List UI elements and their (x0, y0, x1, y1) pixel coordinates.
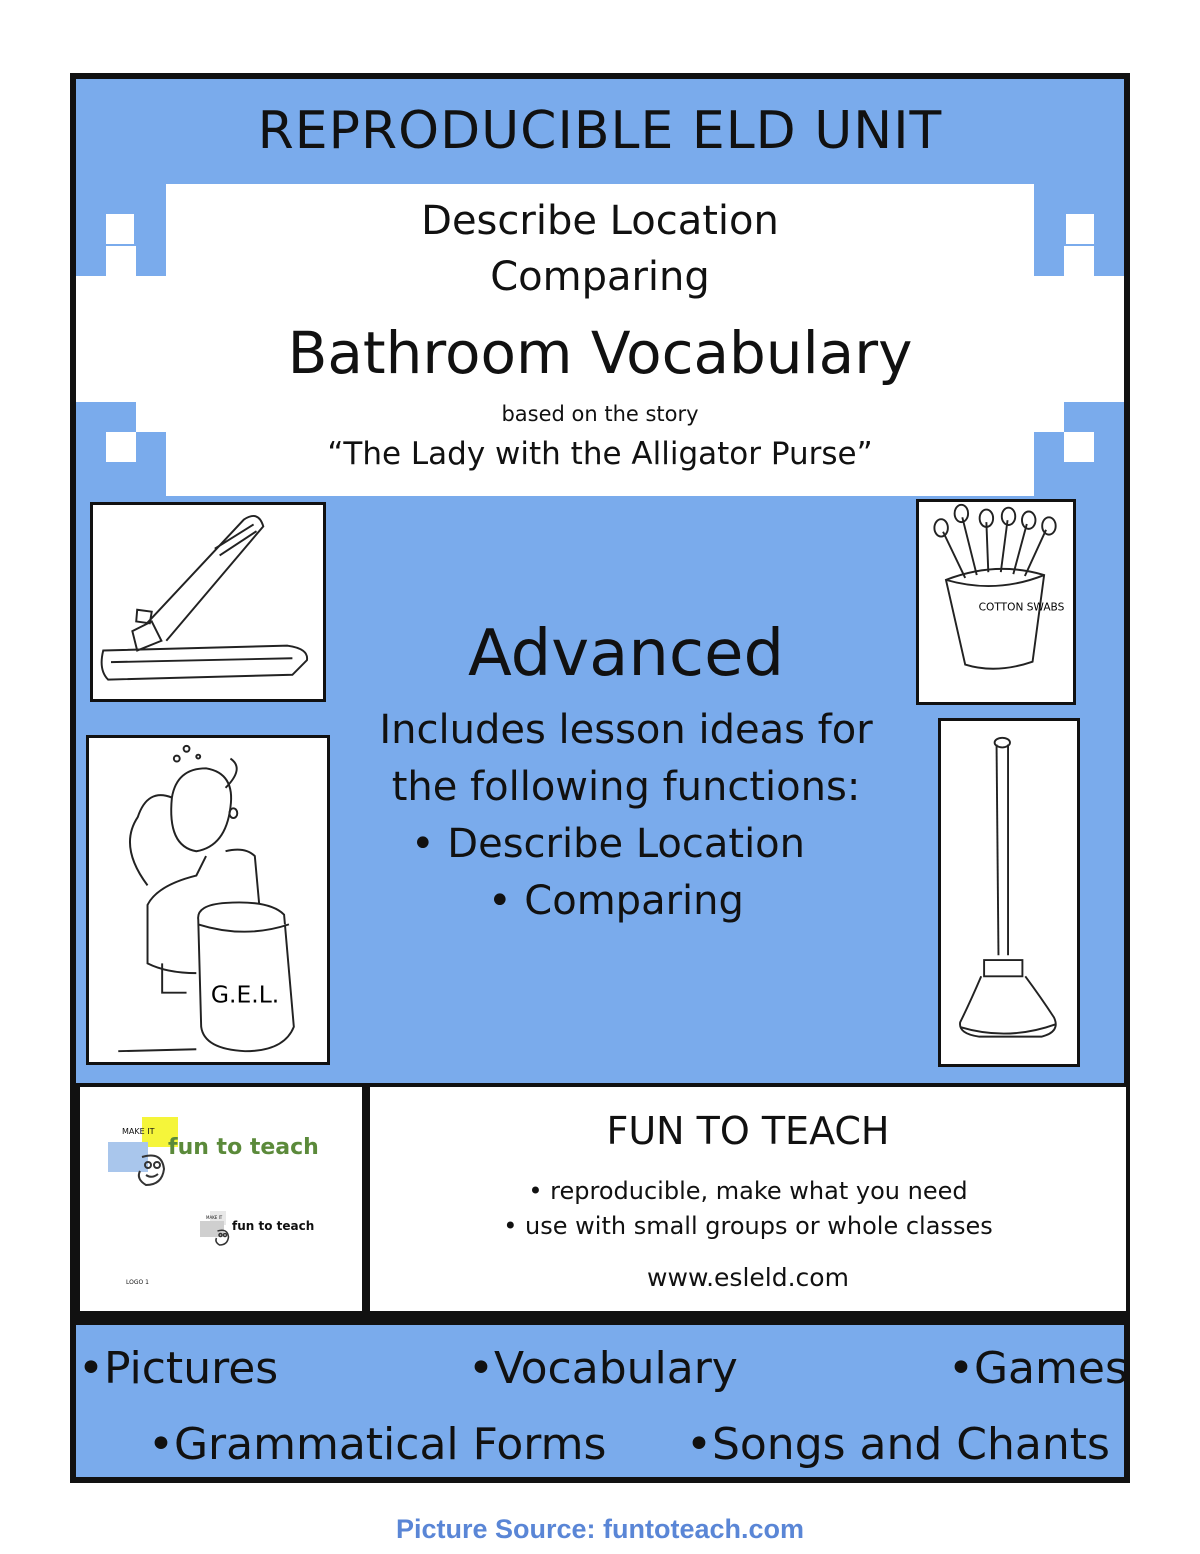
website-link[interactable]: www.esleld.com (647, 1263, 849, 1292)
cotton-swabs-label: COTTON SWABS (978, 601, 1065, 614)
function-comparing: • Comparing (488, 878, 744, 924)
info-box (366, 1083, 1130, 1315)
info-heading: FUN TO TEACH (606, 1109, 890, 1153)
cotton-swabs-picture (916, 499, 1076, 705)
nail-clipper-picture (90, 502, 326, 702)
worksheet-cover (70, 73, 1130, 1483)
feature-vocabulary: •Vocabulary (468, 1343, 738, 1394)
divider (76, 1315, 1124, 1325)
logo-box (76, 1083, 366, 1315)
includes-line-1: Includes lesson ideas for (379, 707, 873, 753)
title-box (76, 184, 1124, 496)
info-bullet-1: • reproducible, make what you need (528, 1177, 968, 1205)
includes-line-2: the following functions: (391, 764, 861, 810)
feature-songs-chants: •Songs and Chants (686, 1419, 1110, 1470)
feature-grammatical-forms: •Grammatical Forms (148, 1419, 607, 1470)
logo-make-it: MAKE IT (122, 1127, 155, 1136)
logo-caption: LOGO 1 (126, 1279, 149, 1286)
story-title: “The Lady with the Alligator Purse” (327, 436, 873, 472)
gel-jar-label: G.E.L. (210, 980, 280, 1009)
function-describe-location: • Describe Location (411, 821, 806, 867)
logo-brand: fun to teach (168, 1135, 319, 1160)
unit-title: REPRODUCIBLE ELD UNIT (257, 101, 943, 161)
main-title: Bathroom Vocabulary (287, 319, 913, 387)
level-heading: Advanced (467, 617, 785, 691)
feature-games: •Games (948, 1343, 1128, 1394)
smiley-face-icon (132, 1149, 170, 1189)
nail-clipper-icon (93, 505, 323, 699)
subtitle-line-1: Describe Location (421, 198, 779, 244)
based-on-text: based on the story (501, 402, 699, 426)
picture-source-caption: Picture Source: funtoteach.com (395, 1514, 805, 1544)
info-bullet-2: • use with small groups or whole classes (503, 1212, 993, 1240)
cotton-swabs-icon (919, 502, 1073, 702)
small-smiley-face-icon (212, 1227, 232, 1247)
small-logo-make-it: MAKE IT (206, 1215, 223, 1220)
small-logo-brand: fun to teach (232, 1219, 315, 1233)
subtitle-line-2: Comparing (490, 254, 710, 300)
feature-pictures: •Pictures (78, 1343, 279, 1394)
